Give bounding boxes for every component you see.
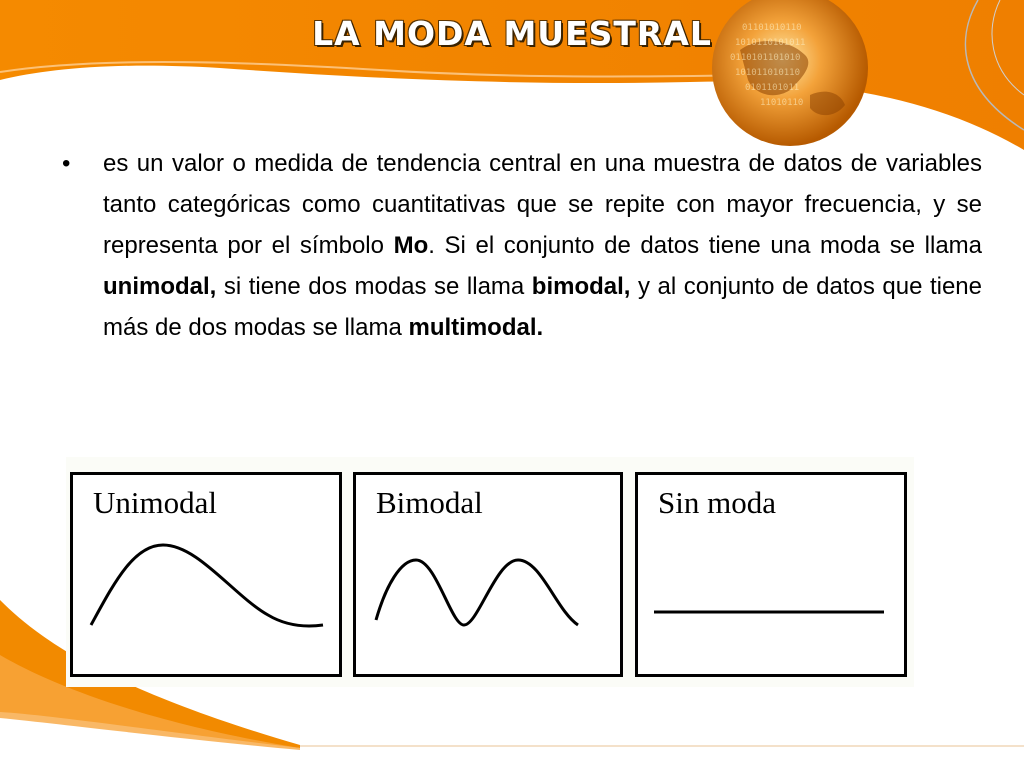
panel-bimodal [353, 472, 623, 677]
panel-label-sin-moda: Sin moda [658, 485, 776, 520]
term-multimodal: multimodal. [408, 314, 544, 341]
text-run: y al conjunto de datos que tiene más de dos modas se llama [103, 273, 982, 341]
text-run: si tiene dos modas se llama [216, 273, 532, 300]
flat-line [638, 475, 904, 674]
panel-label-unimodal: Unimodal [93, 485, 217, 520]
svg-text:01101010110: 01101010110 [742, 23, 802, 33]
term-unimodal: unimodal, [103, 273, 217, 300]
panel-unimodal [70, 472, 342, 677]
unimodal-curve [73, 475, 339, 674]
text-run: es un valor o medida de tendencia central en una muestra de datos de variables tanto categóricas como cuantitativas que se repite con mayor frecuencia, y se representa por el símbolo [103, 150, 982, 259]
svg-text:11010110: 11010110 [760, 98, 804, 108]
bullet-marker: • [62, 150, 71, 177]
slide-title: LA MODA MUESTRAL [312, 14, 712, 53]
modality-figure [66, 457, 914, 687]
svg-text:1010110101011: 1010110101011 [735, 38, 806, 48]
svg-text:101011010110: 101011010110 [735, 68, 801, 78]
term-bimodal: bimodal, [531, 273, 631, 300]
definition-paragraph [103, 143, 982, 348]
bimodal-curve [356, 475, 620, 674]
term-mo: Mo [393, 232, 429, 259]
bullet-item [62, 143, 982, 348]
panel-sin-moda [635, 472, 907, 677]
panel-label-bimodal: Bimodal [376, 485, 483, 520]
svg-text:0101101011: 0101101011 [745, 83, 800, 93]
text-run: . Si el conjunto de datos tiene una moda se llama [428, 232, 983, 259]
svg-text:0110101101010: 0110101101010 [730, 53, 801, 63]
